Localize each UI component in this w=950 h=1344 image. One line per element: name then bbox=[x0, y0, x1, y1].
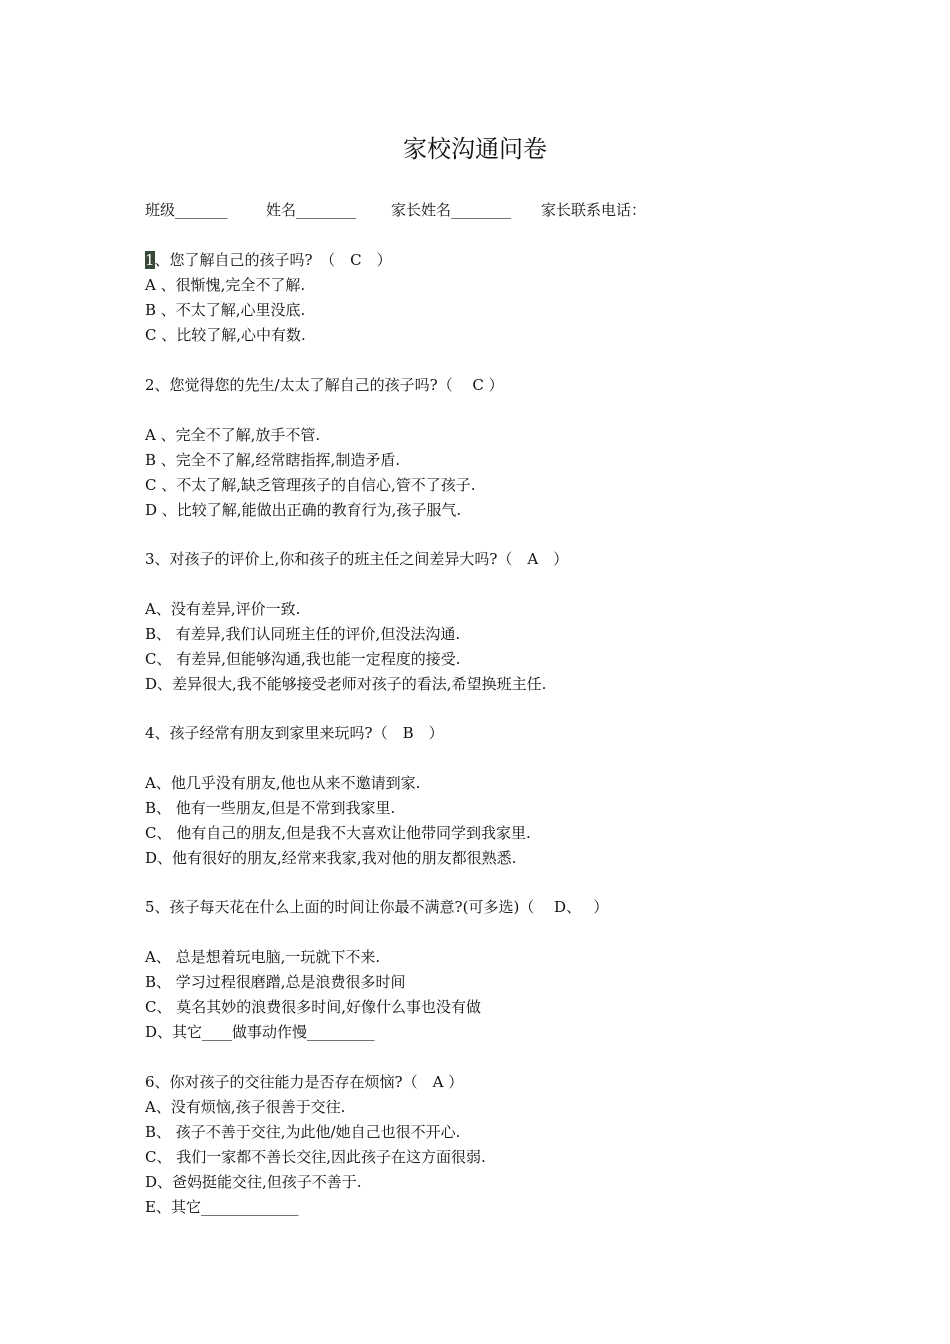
question-5-option-b: B、 学习过程很磨蹭,总是浪费很多时间 bbox=[145, 973, 406, 991]
question-4: 4、孩子经常有朋友到家里来玩吗?（ B ） bbox=[145, 724, 444, 742]
class-field: 班级_______ bbox=[145, 201, 228, 219]
question-3-option-d: D、差异很大,我不能够接受老师对孩子的看法,希望换班主任. bbox=[145, 675, 547, 693]
question-2-option-a: A 、完全不了解,放手不管. bbox=[145, 426, 321, 444]
question-6-option-c: C、 我们一家都不善长交往,因此孩子在这方面很弱. bbox=[145, 1148, 486, 1166]
question-2-option-d: D 、比较了解,能做出正确的教育行为,孩子服气. bbox=[145, 501, 462, 519]
question-4-option-c: C、 他有自己的朋友,但是我不大喜欢让他带同学到我家里. bbox=[145, 824, 531, 842]
question-4-option-a: A、他几乎没有朋友,他也从来不邀请到家. bbox=[145, 774, 421, 792]
name-field: 姓名________ bbox=[266, 201, 357, 219]
question-1-option-b: B 、不太了解,心里没底. bbox=[145, 301, 306, 319]
question-1-option-a: A 、很惭愧,完全不了解. bbox=[145, 276, 306, 294]
question-6-option-d: D、爸妈挺能交往,但孩子不善于. bbox=[145, 1173, 362, 1191]
question-1-text: 、您了解自己的孩子吗? （ C ） bbox=[154, 251, 392, 269]
question-6-option-e: E、其它_____________ bbox=[145, 1198, 299, 1216]
question-4-option-b: B、 他有一些朋友,但是不常到我家里. bbox=[145, 799, 396, 817]
question-5-option-d: D、其它____做事动作慢_________ bbox=[145, 1023, 375, 1041]
question-4-option-d: D、他有很好的朋友,经常来我家,我对他的朋友都很熟悉. bbox=[145, 849, 517, 867]
question-1-number: 1 bbox=[145, 251, 155, 269]
question-5-option-c: C、 莫名其妙的浪费很多时间,好像什么事也没有做 bbox=[145, 998, 482, 1016]
parent-phone-field: 家长联系电话： bbox=[541, 201, 647, 219]
question-3-option-a: A、没有差异,评价一致. bbox=[145, 600, 301, 618]
question-5-option-a: A、 总是想着玩电脑,一玩就下不来. bbox=[145, 948, 381, 966]
question-2-option-c: C 、不太了解,缺乏管理孩子的自信心,管不了孩子. bbox=[145, 476, 476, 494]
question-3-option-c: C、 有差异,但能够沟通,我也能一定程度的接受. bbox=[145, 650, 461, 668]
question-2-option-b: B 、完全不了解,经常瞎指挥,制造矛盾. bbox=[145, 451, 401, 469]
question-6-option-a: A、没有烦恼,孩子很善于交往. bbox=[145, 1098, 346, 1116]
question-2: 2、您觉得您的先生/太太了解自己的孩子吗?（ C ） bbox=[145, 376, 504, 394]
question-5: 5、孩子每天花在什么上面的时间让你最不满意?(可多选)（ D、 ） bbox=[145, 898, 609, 916]
question-3-option-b: B、 有差异,我们认同班主任的评价,但没法沟通. bbox=[145, 625, 461, 643]
page-title: 家校沟通问卷 bbox=[403, 135, 547, 163]
question-1 bbox=[145, 249, 392, 271]
question-1-option-c: C 、比较了解,心中有数. bbox=[145, 326, 306, 344]
parent-name-field: 家长姓名________ bbox=[391, 201, 512, 219]
question-6-option-b: B、 孩子不善于交往,为此他/她自己也很不开心. bbox=[145, 1123, 461, 1141]
question-6: 6、你对孩子的交往能力是否存在烦恼?（ A ） bbox=[145, 1073, 464, 1091]
question-3: 3、对孩子的评价上,你和孩子的班主任之间差异大吗?（ A ） bbox=[145, 550, 569, 568]
